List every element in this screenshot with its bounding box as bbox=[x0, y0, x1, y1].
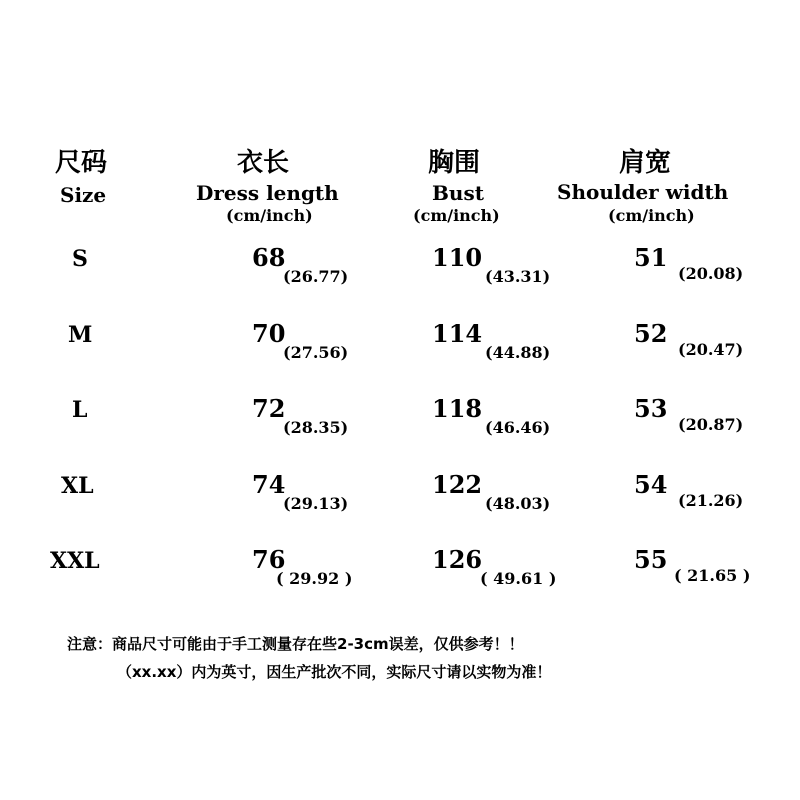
shoulder-inch: (20.87) bbox=[678, 415, 744, 434]
length-cm: 72 bbox=[252, 394, 286, 423]
shoulder-inch: ( 21.65 ) bbox=[674, 566, 751, 585]
bust-cm: 122 bbox=[432, 470, 483, 499]
bust-cm: 114 bbox=[432, 319, 483, 348]
shoulder-cm: 53 bbox=[634, 394, 668, 423]
header-bust-zh: 胸围 bbox=[428, 148, 481, 178]
bust-cm: 126 bbox=[432, 545, 483, 574]
shoulder-inch: (21.26) bbox=[678, 491, 744, 510]
bust-inch: (48.03) bbox=[485, 494, 551, 513]
header-size-en: Size bbox=[60, 183, 107, 207]
bust-cm: 110 bbox=[432, 243, 483, 272]
length-inch: (28.35) bbox=[283, 418, 349, 437]
header-length-en: Dress length bbox=[196, 181, 339, 205]
header-size-zh: 尺码 bbox=[55, 148, 108, 178]
length-inch: (29.13) bbox=[283, 494, 349, 513]
bust-cm: 118 bbox=[432, 394, 483, 423]
note-inch: （xx.xx）内为英寸，因生产批次不同，实际尺寸请以实物为准！ bbox=[117, 663, 552, 681]
header-length-unit: (cm/inch) bbox=[226, 206, 313, 225]
header-bust-en: Bust bbox=[432, 181, 484, 205]
header-shoulder-zh: 肩宽 bbox=[619, 148, 672, 178]
header-shoulder-unit: (cm/inch) bbox=[608, 206, 695, 225]
shoulder-cm: 54 bbox=[634, 470, 668, 499]
size-label: XXL bbox=[50, 548, 100, 574]
note-measurement: 注意：商品尺寸可能由于手工测量存在些2-3cm误差，仅供参考！！ bbox=[67, 635, 524, 653]
length-cm: 74 bbox=[252, 470, 286, 499]
bust-inch: (46.46) bbox=[485, 418, 551, 437]
bust-inch: (43.31) bbox=[485, 267, 551, 286]
shoulder-cm: 52 bbox=[634, 319, 668, 348]
length-inch: (27.56) bbox=[283, 343, 349, 362]
header-length-zh: 衣长 bbox=[237, 148, 290, 178]
shoulder-cm: 55 bbox=[634, 545, 668, 574]
bust-inch: (44.88) bbox=[485, 343, 551, 362]
length-cm: 76 bbox=[252, 545, 286, 574]
size-label: L bbox=[72, 397, 88, 423]
header-bust-unit: (cm/inch) bbox=[413, 206, 500, 225]
shoulder-inch: (20.08) bbox=[678, 264, 744, 283]
length-inch: ( 29.92 ) bbox=[276, 569, 353, 588]
shoulder-cm: 51 bbox=[634, 243, 668, 272]
shoulder-inch: (20.47) bbox=[678, 340, 744, 359]
size-label: M bbox=[68, 322, 93, 348]
header-shoulder-en: Shoulder width bbox=[557, 180, 729, 204]
bust-inch: ( 49.61 ) bbox=[480, 569, 557, 588]
length-inch: (26.77) bbox=[283, 267, 349, 286]
size-label: XL bbox=[61, 473, 94, 499]
size-label: S bbox=[72, 246, 88, 272]
length-cm: 68 bbox=[252, 243, 286, 272]
length-cm: 70 bbox=[252, 319, 286, 348]
